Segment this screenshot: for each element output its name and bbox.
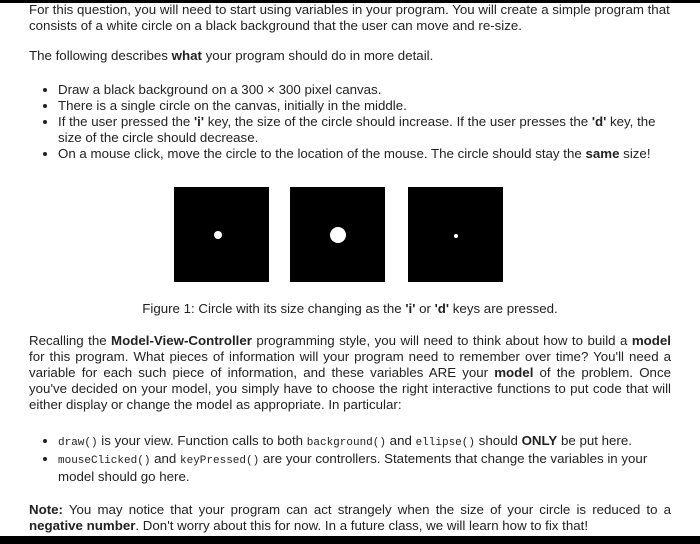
list-item: • Draw a black background on a 300 × 300 pixel canvas.	[58, 82, 671, 98]
detail-post: your program should do in more detail.	[201, 48, 434, 63]
note-label: Note:	[29, 502, 63, 517]
key-d: 'd'	[434, 301, 450, 316]
text: If the user pressed the	[58, 114, 195, 129]
list-item: • There is a single circle on the canvas, initially in the middle.	[58, 98, 671, 114]
detail-bold: what	[171, 48, 202, 63]
text: key, the size of the circle should decrease.	[58, 114, 656, 145]
circle	[330, 227, 346, 243]
detail-heading	[29, 48, 671, 64]
text: and	[385, 433, 416, 448]
code: ellipse()	[415, 437, 475, 449]
bottom-border	[0, 536, 700, 544]
text: size!	[619, 146, 651, 161]
bold-model: model	[494, 365, 534, 380]
text: You may notice that your program can act strangely when the size of your circle is reduced to a	[62, 502, 671, 517]
list-item	[58, 451, 671, 485]
bold-same: same	[585, 146, 620, 161]
text: Figure 1: Circle with its size changing as the	[142, 301, 406, 316]
requirements-list	[29, 82, 671, 162]
bold-negative: negative number	[29, 518, 136, 533]
key-i: 'i'	[194, 114, 205, 129]
mvc-paragraph	[29, 333, 671, 413]
detail-pre: The following describes	[29, 48, 172, 63]
bold-mvc: Model-View-Controller	[111, 333, 252, 348]
functions-list	[29, 433, 671, 485]
list-item	[58, 146, 671, 162]
text: On a mouse click, move the circle to the location of the mouse. The circle should stay the	[58, 146, 586, 161]
circle	[454, 234, 458, 238]
code: background()	[306, 437, 386, 449]
code: mouseClicked()	[58, 455, 151, 467]
text: or	[415, 301, 435, 316]
text: are your controllers. Statements that change the variables in your model should go here.	[58, 451, 648, 484]
code: keyPressed()	[180, 455, 260, 467]
list-item	[58, 433, 671, 451]
code: draw()	[58, 437, 98, 449]
text: and	[150, 451, 180, 466]
key-d: 'd'	[591, 114, 607, 129]
bold-only: ONLY	[521, 433, 558, 448]
bold-model: model	[631, 333, 671, 348]
text: for this program. What pieces of information will your program need to remember over time? You'll need a variable for each such piece of information, and these variables ARE your	[29, 349, 671, 380]
text: key, the size of the circle should increase. If the user presses the	[204, 114, 592, 129]
figure-canvas-large	[290, 187, 385, 282]
text: should	[474, 433, 522, 448]
note-paragraph	[29, 502, 671, 534]
text: of the problem. Once you've decided on your model, you simply have to choose the right interactive functions to put code that will either display or change the model as appropriate. In particular:	[29, 365, 671, 412]
text: be put here.	[557, 433, 632, 448]
figure-canvas-tiny	[408, 187, 503, 282]
text: programming style, you will need to think about how to build a	[251, 333, 632, 348]
circle	[214, 231, 222, 239]
intro-paragraph: For this question, you will need to start using variables in your program. You will create a simple program that consists of a white circle on a black background that the user can move and re-size.	[29, 2, 670, 33]
list-item	[58, 114, 671, 146]
figure-canvas-small	[174, 187, 269, 282]
text: . Don't worry about this for now. In a future class, we will learn how to fix that!	[135, 518, 589, 533]
figure-caption	[0, 301, 700, 316]
text: is your view. Function calls to both	[97, 433, 307, 448]
key-i: 'i'	[405, 301, 416, 316]
text: keys are pressed.	[449, 301, 558, 316]
text: Recalling the	[29, 333, 112, 348]
